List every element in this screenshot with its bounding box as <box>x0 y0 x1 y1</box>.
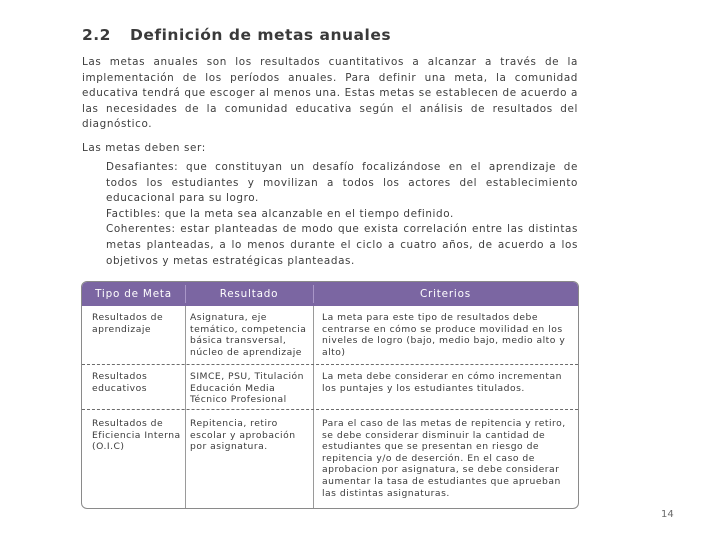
row-2-tipo: Resultados educativos <box>92 371 148 394</box>
metas-table <box>81 281 579 509</box>
column-divider <box>185 306 186 508</box>
section-heading <box>82 26 391 44</box>
row-divider <box>82 364 578 365</box>
requirement-factibles: Factibles: que la meta sea alcanzable en el tiempo definido. <box>106 207 454 220</box>
header-criterios: Criterios <box>419 288 471 300</box>
row-divider <box>82 409 578 410</box>
row-3-criterios: Para el caso de las metas de repitencia y retiro, se debe considerar disminuir la cantidad de estudiantes que se presentan en riesgo de repitencia y/o de deserción. En el caso de aprobacion por asignatura, se debe considerar aumentar la tasa de estudiantes que aprueban las distintas asignaturas. <box>322 418 566 499</box>
section-number: 2.2 <box>82 26 111 44</box>
row-1-resultado: Asignatura, eje temático, competencia básica transversal, núcleo de aprendizaje <box>190 312 307 358</box>
row-3-resultado: Repitencia, retiro escolar y aprobación por asignatura. <box>190 418 296 453</box>
header-resultado: Resultado <box>219 288 279 300</box>
header-tipo-meta: Tipo de Meta <box>95 288 172 300</box>
requirements-lead: Las metas deben ser: <box>82 142 206 154</box>
requirements-list <box>106 160 578 269</box>
requirement-coherentes: Coherentes: estar planteadas de modo que exista correlación entre las distintas metas planteadas, a lo menos durante el ciclo a cuatro años, de acuerdo a los objetivos y metas estratégicas planteadas. <box>106 223 578 267</box>
row-2-criterios: La meta debe considerar en cómo incrementan los puntajes y los estudiantes titulados. <box>322 371 562 394</box>
row-3-tipo: Resultados de Eficiencia Interna (O.I.C) <box>92 418 181 453</box>
row-1-tipo: Resultados de aprendizaje <box>92 312 164 335</box>
row-2-resultado: SIMCE, PSU, Titulación Educación Media Técnico Profesional <box>190 371 305 406</box>
page-number: 14 <box>661 509 674 520</box>
intro-paragraph: Las metas anuales son los resultados cuantitativos a alcanzar a través de la implementación de los períodos anuales. Para definir una meta, la comunidad educativa tendrá que escoger al menos una. Estas metas se establecen de acuerdo a las necesidades de la comunidad educativa según el análisis de resultados del diagnóstico. <box>82 56 578 131</box>
table-header <box>82 282 578 306</box>
column-divider <box>313 306 314 508</box>
row-1-criterios: La meta para este tipo de resultados debe centrarse en cómo se produce movilidad en los niveles de logro (bajo, medio bajo, medio alto y alto) <box>322 312 566 358</box>
requirement-desafiantes: Desafiantes: que constituyan un desafío focalizándose en el aprendizaje de todos los estudiantes y movilizan a todos los actores del establecimiento educacional para su logro. <box>106 161 578 205</box>
section-title: Definición de metas anuales <box>130 26 392 44</box>
